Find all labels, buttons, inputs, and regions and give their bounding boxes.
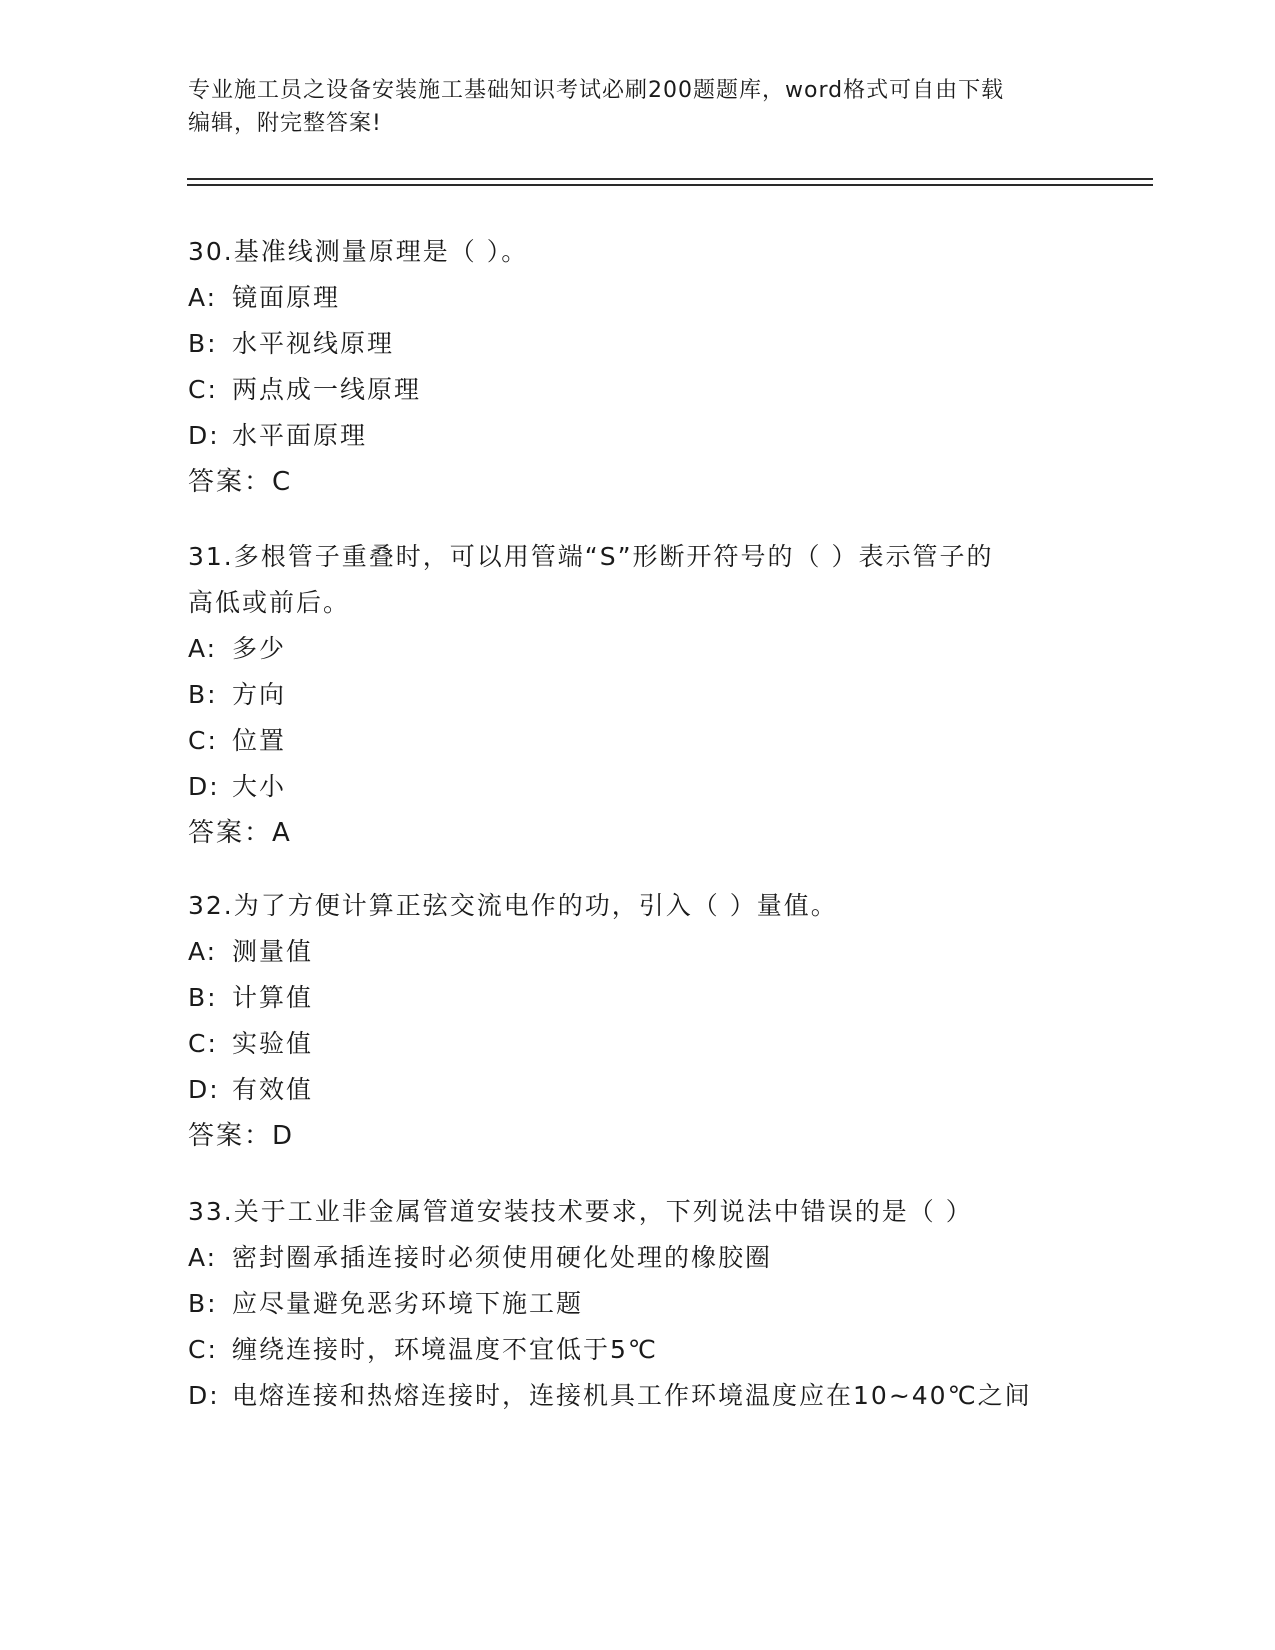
option-letter: B: — [188, 680, 218, 709]
option-b — [188, 1281, 1088, 1327]
option-d — [188, 1067, 1088, 1113]
option-letter: B: — [188, 983, 218, 1012]
option-c — [188, 367, 1088, 413]
option-letter: A: — [188, 634, 218, 663]
option-letter: A: — [188, 937, 218, 966]
option-text: 有效值 — [232, 1075, 314, 1104]
option-letter: D: — [188, 421, 220, 450]
option-letter: C: — [188, 1029, 218, 1058]
option-letter: D: — [188, 772, 220, 801]
option-text: 密封圈承插连接时必须使用硬化处理的橡胶圈 — [232, 1243, 773, 1272]
option-text: 大小 — [232, 772, 287, 801]
header-line-2: 编辑，附完整答案! — [188, 111, 382, 136]
option-letter: B: — [188, 329, 218, 358]
header-divider-bottom — [187, 184, 1153, 186]
question-32 — [188, 883, 1088, 1159]
option-letter: C: — [188, 375, 218, 404]
option-b — [188, 672, 1088, 718]
option-d — [188, 764, 1088, 810]
option-c — [188, 1327, 1088, 1373]
option-a — [188, 1235, 1088, 1281]
option-text: 两点成一线原理 — [232, 375, 422, 404]
option-text: 方向 — [232, 680, 287, 709]
option-text: 测量值 — [232, 937, 314, 966]
document-header — [188, 74, 1088, 140]
header-divider-top — [187, 178, 1153, 180]
answer-line: 答案：C — [188, 467, 293, 497]
option-text: 镜面原理 — [232, 283, 341, 312]
option-c — [188, 1021, 1088, 1067]
question-31 — [188, 534, 1088, 856]
option-text: 位置 — [232, 726, 287, 755]
question-stem-continued: 高低或前后。 — [188, 588, 351, 617]
question-30 — [188, 229, 1088, 505]
answer-line: 答案：A — [188, 818, 292, 848]
option-text: 实验值 — [232, 1029, 314, 1058]
option-a — [188, 275, 1088, 321]
option-text: 水平面原理 — [232, 421, 368, 450]
option-c — [188, 718, 1088, 764]
option-b — [188, 975, 1088, 1021]
option-text: 缠绕连接时，环境温度不宜低于5℃ — [232, 1335, 658, 1364]
option-d — [188, 413, 1088, 459]
option-text: 多少 — [232, 634, 287, 663]
option-a — [188, 929, 1088, 975]
question-stem: 33.关于工业非金属管道安装技术要求，下列说法中错误的是（ ） — [188, 1197, 973, 1226]
question-stem: 31.多根管子重叠时，可以用管端“S”形断开符号的（ ）表示管子的 — [188, 542, 994, 571]
option-a — [188, 626, 1088, 672]
option-text: 计算值 — [232, 983, 314, 1012]
option-letter: A: — [188, 283, 218, 312]
question-stem: 30.基准线测量原理是（ ）。 — [188, 237, 529, 266]
option-d — [188, 1373, 1088, 1419]
option-text: 应尽量避免恶劣环境下施工题 — [232, 1289, 584, 1318]
option-letter: C: — [188, 1335, 218, 1364]
option-text: 电熔连接和热熔连接时，连接机具工作环境温度应在10~40℃之间 — [232, 1381, 1032, 1410]
answer-line: 答案：D — [188, 1121, 295, 1151]
option-letter: A: — [188, 1243, 218, 1272]
option-letter: D: — [188, 1381, 220, 1410]
header-line-1: 专业施工员之设备安装施工基础知识考试必刷200题题库，word格式可自由下载 — [188, 78, 1005, 103]
option-b — [188, 321, 1088, 367]
option-letter: B: — [188, 1289, 218, 1318]
question-stem: 32.为了方便计算正弦交流电作的功，引入（ ）量值。 — [188, 891, 838, 920]
option-text: 水平视线原理 — [232, 329, 395, 358]
option-letter: C: — [188, 726, 218, 755]
question-33 — [188, 1189, 1088, 1419]
option-letter: D: — [188, 1075, 220, 1104]
